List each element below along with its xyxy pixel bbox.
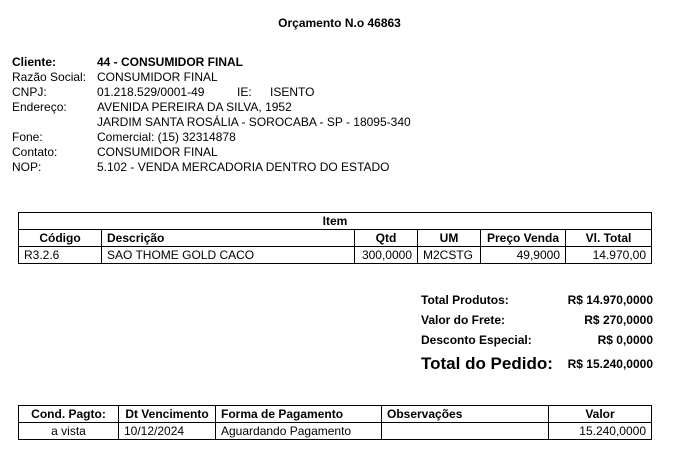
total-pedido-label: Total do Pedido: [421,354,553,373]
contato-value: CONSUMIDOR FINAL [97,145,218,159]
cliente-value: 44 - CONSUMIDOR FINAL [97,55,244,69]
razao-value: CONSUMIDOR FINAL [97,70,218,84]
col-codigo: Código [19,230,102,247]
items-header-row [19,230,652,247]
pay-forma: Aguardando Pagamento [216,423,382,440]
total-pedido-row [421,350,653,378]
pay-obs [382,423,549,440]
fone-label: Fone: [12,130,43,144]
total-produtos-value: R$ 14.970,0000 [567,293,653,307]
page-title: Orçamento N.o 46863 [278,16,401,30]
total-pedido-value: R$ 15.240,0000 [567,357,653,371]
col-preco: Preço Venda [481,230,566,247]
total-produtos-label: Total Produtos: [421,293,509,307]
col-cond: Cond. Pagto: [19,406,119,423]
ie-label: IE: [237,85,252,99]
totals-block [421,290,653,378]
item-preco: 49,9000 [481,247,566,264]
col-descricao: Descrição [102,230,355,247]
contato-label: Contato: [12,145,58,159]
items-table [18,212,652,264]
desconto-value: R$ 0,0000 [597,333,653,347]
payment-table [18,405,652,440]
col-obs: Observações [382,406,549,423]
item-um: M2CSTG [418,247,481,264]
col-um: UM [418,230,481,247]
cnpj-value: 01.218.529/0001-49 [97,85,205,99]
nop-label: NOP: [12,160,42,174]
razao-label: Razão Social: [12,70,87,84]
cnpj-label: CNPJ: [12,85,47,99]
fone-value: Comercial: (15) 32314878 [97,130,236,144]
pay-cond: a vista [19,423,119,440]
item-qtd: 300,0000 [355,247,418,264]
endereco-line2: JARDIM SANTA ROSÁLIA - SOROCABA - SP - 18095-340 [97,115,411,129]
item-total: 14.970,00 [566,247,652,264]
ie-value: ISENTO [270,85,315,99]
total-produtos-row [421,290,653,310]
table-row [19,247,652,264]
items-group-header: Item [19,213,652,230]
col-valor: Valor [549,406,652,423]
col-total: Vl. Total [566,230,652,247]
pay-venc: 10/12/2024 [119,423,216,440]
cliente-label: Cliente: [12,55,57,69]
frete-value: R$ 270,0000 [584,313,653,327]
col-qtd: Qtd [355,230,418,247]
frete-label: Valor do Frete: [421,313,506,327]
endereco-line1: AVENIDA PEREIRA DA SILVA, 1952 [97,100,292,114]
item-descricao: SAO THOME GOLD CACO [102,247,355,264]
col-venc: Dt Vencimento [119,406,216,423]
payment-header-row [19,406,652,423]
pay-valor: 15.240,0000 [549,423,652,440]
nop-value: 5.102 - VENDA MERCADORIA DENTRO DO ESTADO [97,160,390,174]
table-row [19,423,652,440]
items-group-header-row [19,213,652,230]
endereco-label: Endereço: [12,100,67,114]
desconto-label: Desconto Especial: [421,333,532,347]
frete-row [421,310,653,330]
desconto-row [421,330,653,350]
item-codigo: R3.2.6 [19,247,102,264]
col-forma: Forma de Pagamento [216,406,382,423]
